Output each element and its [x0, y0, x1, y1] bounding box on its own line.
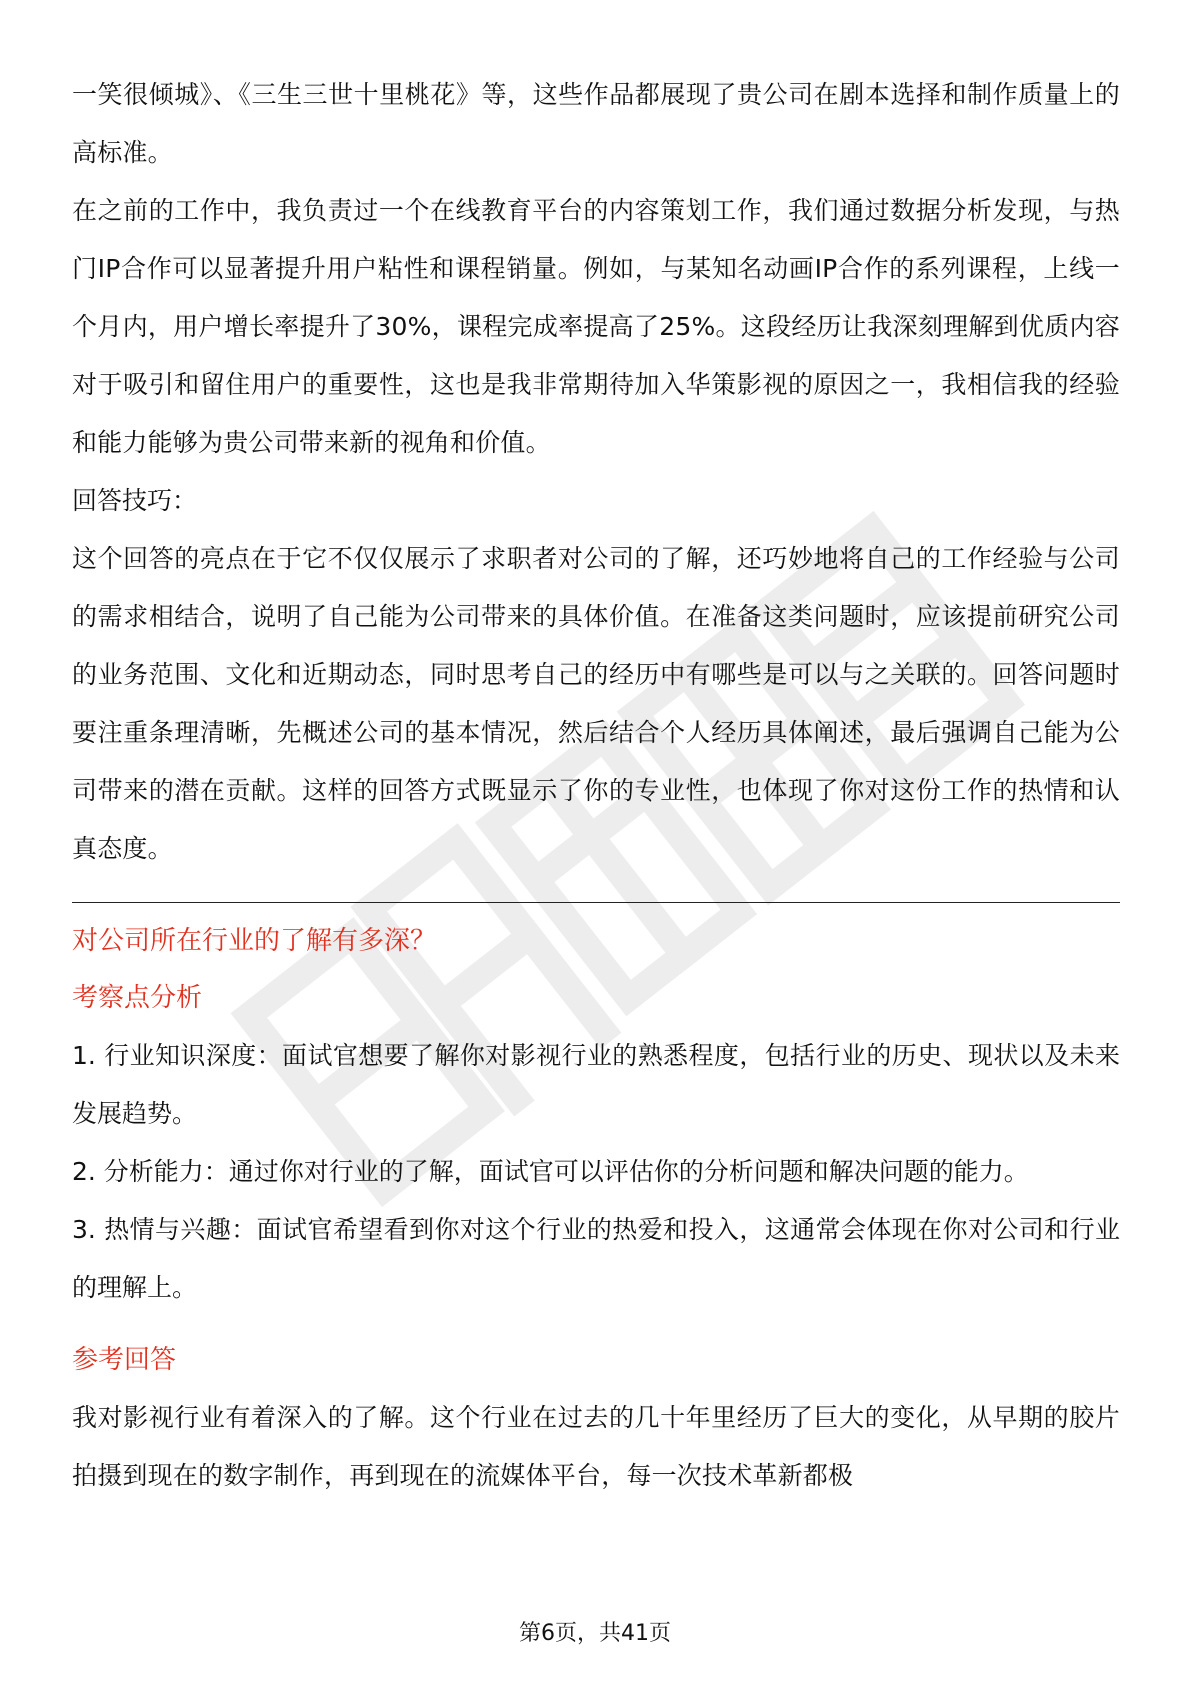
tips-label: 回答技巧： [72, 486, 198, 515]
page-number: 第6页，共41页 [519, 1621, 671, 1646]
section-divider [72, 902, 1120, 903]
analysis-item: 1. 行业知识深度：面试官想要了解你对影视行业的熟悉程度，包括行业的历史、现状以及未来发展趋势。 [72, 1041, 1120, 1128]
experience-paragraph: 在之前的工作中，我负责过一个在线教育平台的内容策划工作，我们通过数据分析发现，与热门IP合作可以显著提升用户粘性和课程销量。例如，与某知名动画IP合作的系列课程，上线一个月内，用户增长率提升了30%，课程完成率提高了25%。这段经历让我深刻理解到优质内容对于吸引和留住用户的重要性，这也是我非常期待加入华策影视的原因之一，我相信我的经验和能力能够为贵公司带来新的视角和价值。 [72, 196, 1120, 457]
analysis-item: 2. 分析能力：通过你对行业的了解，面试官可以评估你的分析问题和解决问题的能力。 [72, 1157, 1029, 1186]
question-title: 对公司所在行业的了解有多深？ [72, 926, 437, 956]
answer-heading: 参考回答 [72, 1345, 177, 1375]
analysis-item: 3. 热情与兴趣：面试官希望看到你对这个行业的热爱和投入，这通常会体现在你对公司和行业的理解上。 [72, 1215, 1120, 1302]
continued-paragraph: 一笑很倾城》、《三生三世十里桃花》等，这些作品都展现了贵公司在剧本选择和制作质量上的高标准。 [72, 80, 1120, 167]
analysis-heading: 考察点分析 [72, 983, 203, 1013]
tips-paragraph: 这个回答的亮点在于它不仅仅展示了求职者对公司的了解，还巧妙地将自己的工作经验与公司的需求相结合，说明了自己能为公司带来的具体价值。在准备这类问题时，应该提前研究公司的业务范围、文化和近期动态，同时思考自己的经历中有哪些是可以与之关联的。回答问题时要注重条理清晰，先概述公司的基本情况，然后结合个人经历具体阐述，最后强调自己能为公司带来的潜在贡献。这样的回答方式既显示了你的专业性，也体现了你对这份工作的热情和认真态度。 [72, 544, 1120, 863]
answer-paragraph: 我对影视行业有着深入的了解。这个行业在过去的几十年里经历了巨大的变化，从早期的胶片拍摄到现在的数字制作，再到现在的流媒体平台，每一次技术革新都极 [72, 1403, 1120, 1490]
page-content [72, 66, 1120, 1505]
